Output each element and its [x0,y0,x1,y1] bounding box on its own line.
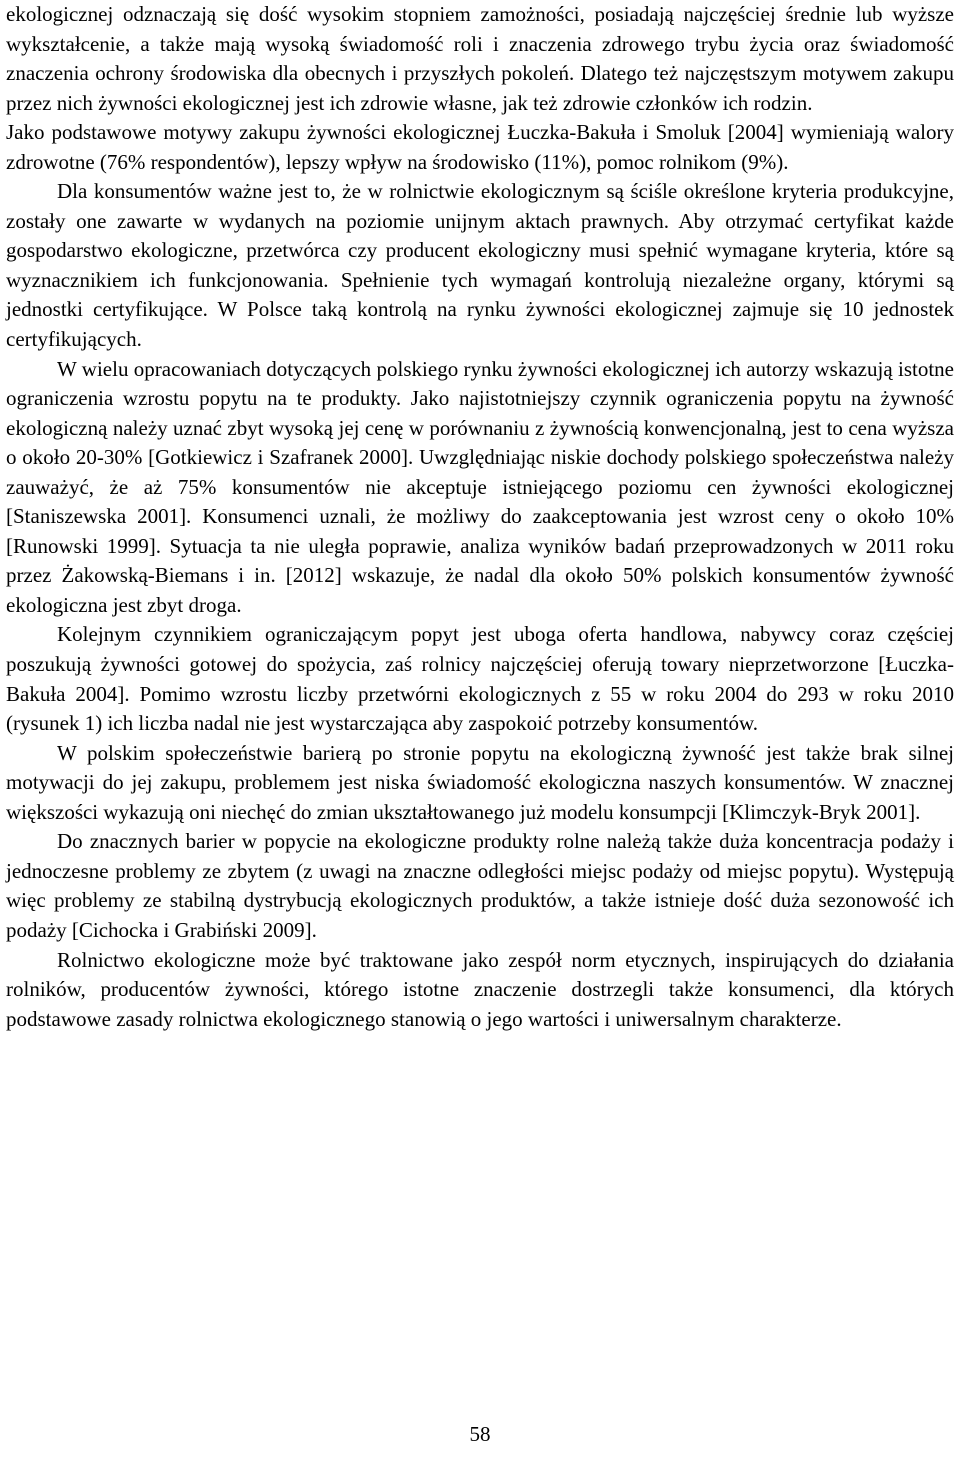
document-body [6,0,954,1034]
paragraph-distribution: Do znacznych barier w popycie na ekologiczne produkty rolne należą także duża koncentracja podaży i jednoczesne problemy ze zbytem (z uwagi na znaczne odległości miejsc podaży od miejsc popytu). Występują więc problemy ze stabilną dystrybucją ekologicznych produktów, a także istnieje dość duża sezonowość ich podaży [Cichocka i Grabiński 2009]. [6,829,954,942]
paragraph-ethics: Rolnictwo ekologiczne może być traktowane jako zespół norm etycznych, inspirujących do działania rolników, producentów żywności, którego istotne znaczenie dostrzegli także konsumenci, dla których podstawowe zasady rolnictwa ekologicznego stanowią o jego wartości i uniwersalnym charakterze. [6,947,954,1031]
paragraph-motives: Jako podstawowe motywy zakupu żywności ekologicznej Łuczka-Bakuła i Smoluk [2004] wymieniają walory zdrowotne (76% respondentów), lepszy wpływ na środowisko (11%), pomoc rolnikom (9%). [6,120,954,174]
paragraph-motivation: W polskim społeczeństwie barierą po stronie popytu na ekologiczną żywność jest także brak silnej motywacji do jej zakupu, problemem jest niska świadomość ekologiczna naszych konsumentów. W znacznej większości wykazują oni niechęć do zmian ukształtowanego już modelu konsumpcji [Klimczyk-Bryk 2001]. [6,740,954,824]
page-number: 58 [469,1422,491,1446]
paragraph-certification: Dla konsumentów ważne jest to, że w rolnictwie ekologicznym są ściśle określone kryteria produkcyjne, zostały one zawarte w wydanych na poziomie unijnym aktach prawnych. Aby otrzymać certyfikat każde gospodarstwo ekologiczne, przetwórca czy producent ekologiczny musi spełnić wymagane kryteria, które są wyznacznikiem ich funkcjonowania. Spełnienie tych wymagań kontrolują niezależne organy, którymi są jednostki certyfikujące. W Polsce taką kontrolą na rynku żywności ekologicznej zajmuje się 10 jednostek certyfikujących. [6,179,954,352]
paragraph-supply-offer: Kolejnym czynnikiem ograniczającym popyt jest uboga oferta handlowa, nabywcy coraz częściej poszukują żywności gotowej do spożycia, zaś rolnicy najczęściej oferują towary nieprzetworzone [Łuczka-Bakuła 2004]. Pomimo wzrostu liczby przetwórni ekologicznych z 55 w roku 2004 do 293 w roku 2010 (rysunek 1) ich liczba nadal nie jest wystarczająca aby zaspokoić potrzeby konsumentów. [6,622,954,736]
paragraph-price-barrier: W wielu opracowaniach dotyczących polskiego rynku żywności ekologicznej ich autorzy wskazują istotne ograniczenia wzrostu popytu na te produkty. Jako najistotniejszy czynnik ograniczenia popytu na żywność ekologiczną należy uznać zbyt wysoką jej cenę w porównaniu z żywnością konwencjonalną, jest to cena wyższa o około 20-30% [Gotkiewicz i Szafranek 2000]. Uwzględniając niskie dochody polskiego społeczeństwa należy zauważyć, że aż 75% konsumentów nie akceptuje istniejącego poziomu cen żywności ekologicznej [Staniszewska 2001]. Konsumenci uznali, że możliwy do zaakceptowania jest wzrost ceny o około 10% [Runowski 1999]. Sytuacja ta nie uległa poprawie, analiza wyników badań przeprowadzonych w 2011 roku przez Żakowską-Biemans i in. [2012] wskazuje, że nadal dla około 50% polskich konsumentów żywność ekologiczna jest zbyt droga. [6,356,954,617]
paragraph-continuation: ekologicznej odznaczają się dość wysokim stopniem zamożności, posiadają najczęściej średnie lub wyższe wykształcenie, a także mają wysoką świadomość roli i znaczenia zdrowego trybu życia oraz świadomość znaczenia ochrony środowiska dla obecnych i przyszłych pokoleń. Dlatego też najczęstszym motywem zakupu przez nich żywności ekologicznej jest ich zdrowie własne, jak też zdrowie członków ich rodzin. [6,2,954,115]
